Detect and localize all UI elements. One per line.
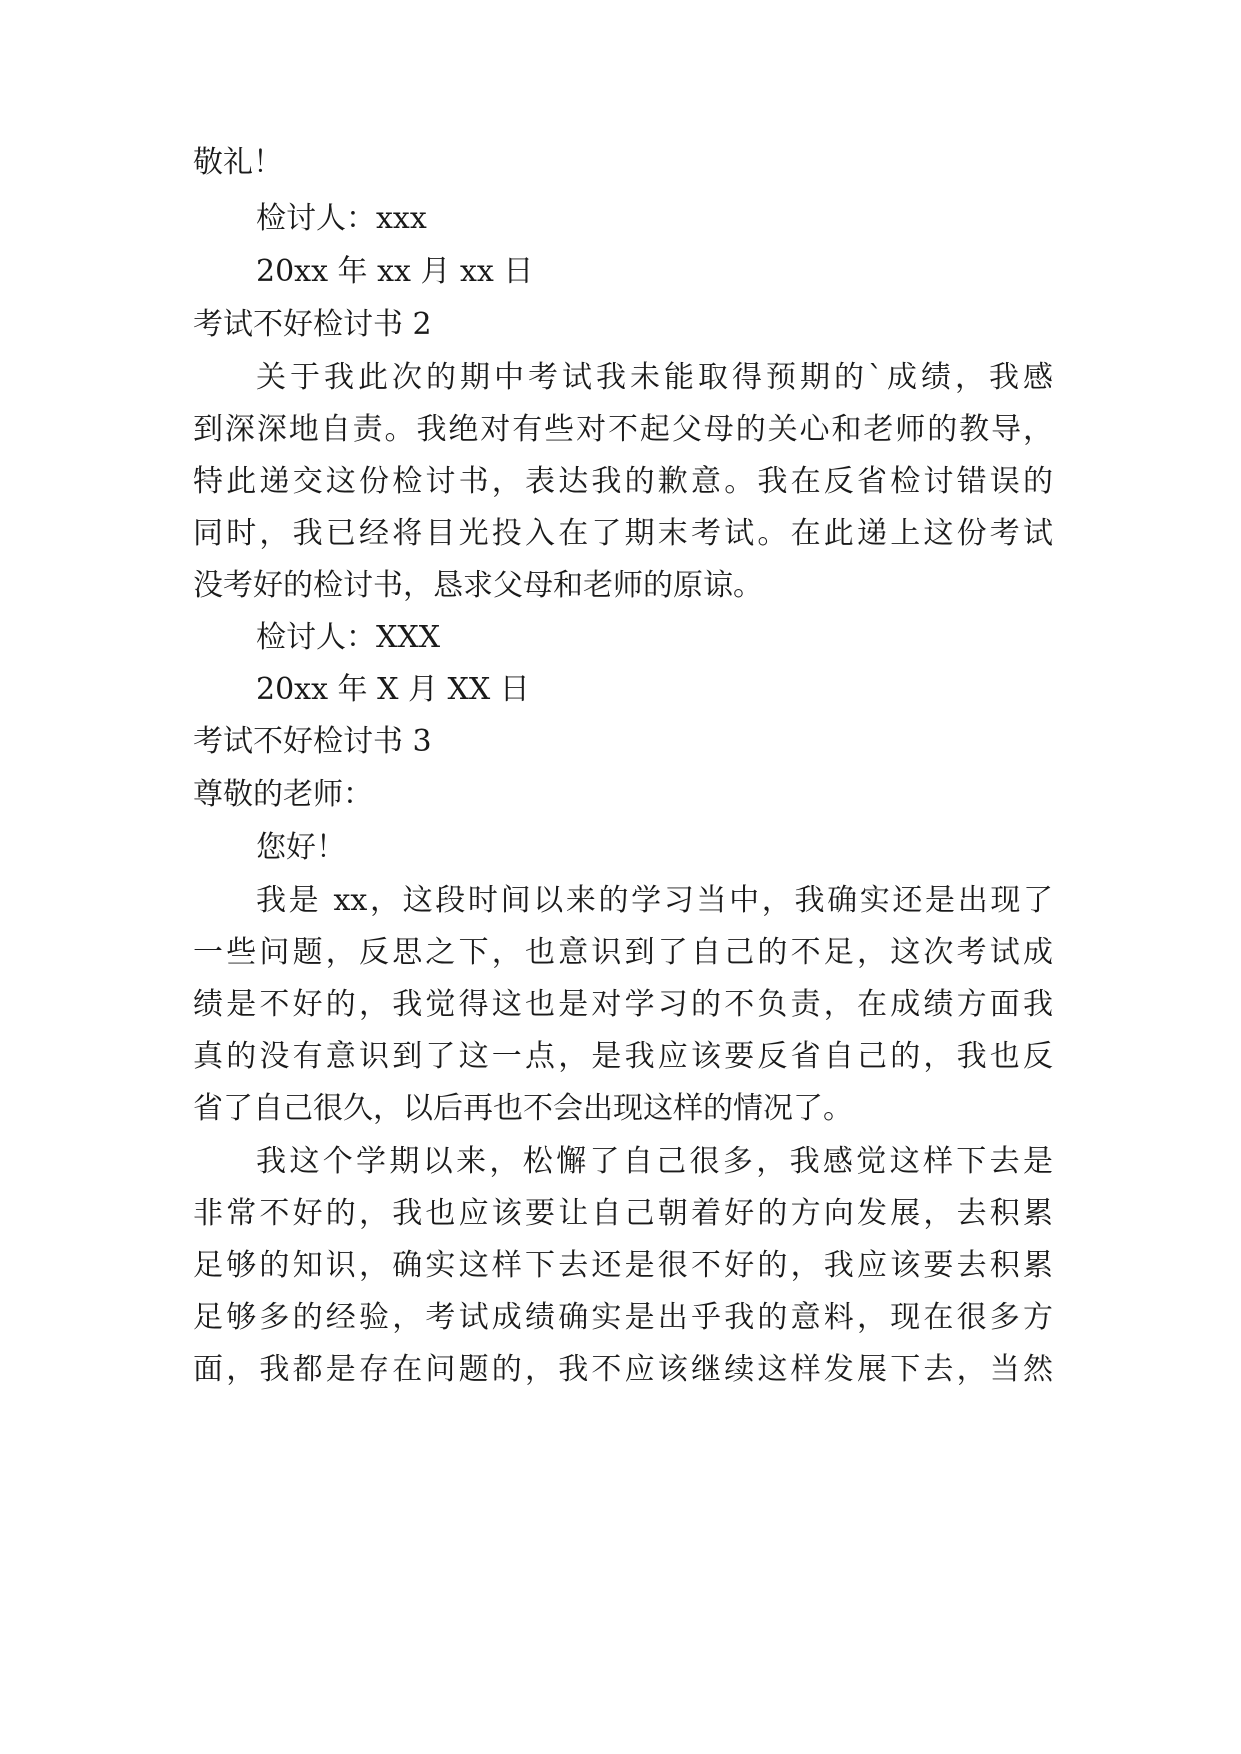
closing-salutation: 敬礼！	[193, 145, 283, 180]
signature-author-2: 检讨人：XXX	[256, 620, 441, 655]
section-heading-3: 考试不好检讨书 3	[193, 724, 432, 759]
paragraph-line: 特此递交这份检讨书，表达我的歉意。我在反省检讨错误的	[193, 464, 1053, 499]
paragraph-line: 面，我都是存在问题的，我不应该继续这样发展下去，当然	[193, 1352, 1053, 1387]
salutation: 尊敬的老师：	[193, 777, 373, 812]
signature-date-1: 20xx 年 xx 月 xx 日	[256, 254, 534, 289]
paragraph-line: 我这个学期以来，松懈了自己很多，我感觉这样下去是	[256, 1144, 1053, 1179]
paragraph-line: 足够多的经验，考试成绩确实是出乎我的意料，现在很多方	[193, 1300, 1053, 1335]
paragraph-line: 到深深地自责。我绝对有些对不起父母的关心和老师的教导，	[193, 412, 1053, 447]
paragraph-line: 省了自己很久，以后再也不会出现这样的情况了。	[193, 1091, 853, 1126]
paragraph-line: 真的没有意识到了这一点，是我应该要反省自己的，我也反	[193, 1039, 1053, 1074]
signature-date-2: 20xx 年 X 月 XX 日	[256, 672, 530, 707]
signature-author-1: 检讨人：xxx	[256, 201, 427, 236]
paragraph-line: 足够的知识，确实这样下去还是很不好的，我应该要去积累	[193, 1248, 1053, 1283]
paragraph-line: 一些问题，反思之下，也意识到了自己的不足，这次考试成	[193, 935, 1053, 970]
paragraph-line: 同时，我已经将目光投入在了期末考试。在此递上这份考试	[193, 516, 1053, 551]
section-heading-2: 考试不好检讨书 2	[193, 307, 432, 342]
paragraph-line: 我是 xx，这段时间以来的学习当中，我确实还是出现了	[256, 883, 1053, 918]
paragraph-line: 关于我此次的期中考试我未能取得预期的`成绩，我感	[256, 360, 1053, 395]
greeting: 您好！	[256, 830, 346, 865]
paragraph-line: 没考好的检讨书，恳求父母和老师的原谅。	[193, 568, 763, 603]
paragraph-line: 绩是不好的，我觉得这也是对学习的不负责，在成绩方面我	[193, 987, 1053, 1022]
paragraph-line: 非常不好的，我也应该要让自己朝着好的方向发展，去积累	[193, 1196, 1053, 1231]
